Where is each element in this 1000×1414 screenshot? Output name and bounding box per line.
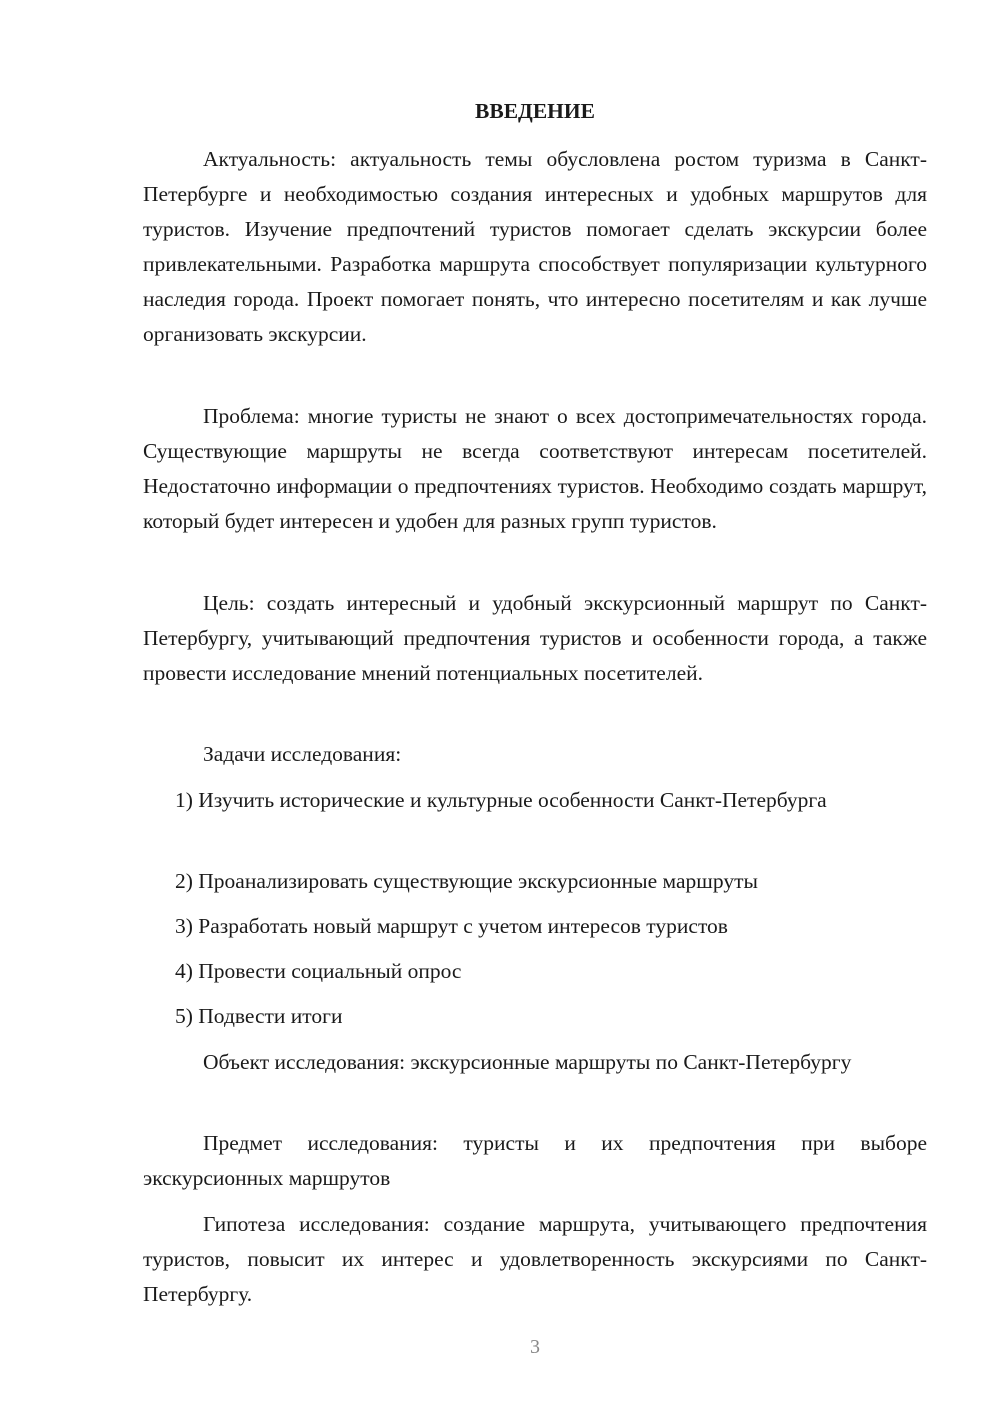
tasks-heading: Задачи исследования: xyxy=(203,742,402,766)
problem-paragraph: Проблема: многие туристы не знают о всех достопримечательностях города. Существующие маршруты не всегда соответствуют интересам посетителей. Недостаточно информации о предпочтениях туристов. Необходимо создать маршрут, который будет интересен и удобен для разных групп туристов. xyxy=(143,404,927,533)
task-item-4: 4) Провести социальный опрос xyxy=(175,959,462,983)
object-paragraph: Объект исследования: экскурсионные маршруты по Санкт-Петербургу xyxy=(203,1050,852,1074)
subject-paragraph: Предмет исследования: туристы и их предпочтения при выборе экскурсионных маршрутов xyxy=(143,1131,927,1190)
relevance-paragraph: Актуальность: актуальность темы обусловлена ростом туризма в Санкт-Петербурге и необходимостью создания интересных и удобных маршрутов для туристов. Изучение предпочтений туристов помогает сделать экскурсии более привлекательными. Разработка маршрута способствует популяризации культурного наследия города. Проект помогает понять, что интересно посетителям и как лучше организовать экскурсии. xyxy=(143,147,927,346)
hypothesis-paragraph: Гипотеза исследования: создание маршрута, учитывающего предпочтения туристов, повысит их интерес и удовлетворенность экскурсиями по Санкт-Петербургу. xyxy=(143,1212,927,1306)
page-number: 3 xyxy=(530,1336,540,1358)
task-item-5: 5) Подвести итоги xyxy=(175,1004,343,1028)
goal-paragraph: Цель: создать интересный и удобный экскурсионный маршрут по Санкт-Петербургу, учитывающий предпочтения туристов и особенности города, а также провести исследование мнений потенциальных посетителей. xyxy=(143,591,927,685)
task-item-2: 2) Проанализировать существующие экскурсионные маршруты xyxy=(175,869,758,893)
task-item-1: 1) Изучить исторические и культурные особенности Санкт-Петербурга xyxy=(175,788,827,812)
page-title: ВВЕДЕНИЕ xyxy=(475,99,595,123)
task-item-3: 3) Разработать новый маршрут с учетом интересов туристов xyxy=(175,914,728,938)
